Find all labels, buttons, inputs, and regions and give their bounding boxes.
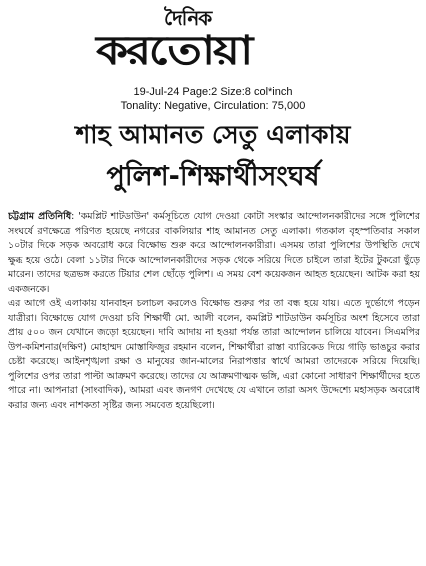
clipping-tonality-line: Tonality: Negative, Circulation: 75,000 (120, 100, 306, 112)
headline-line-2: পুলিশ-শিক্ষার্থীসংঘর্ষ (106, 161, 320, 192)
article-body (8, 210, 420, 562)
headline-line-1: শাহ আমানত সেতু এলাকায় (75, 120, 351, 149)
paragraph-1-text: : 'কমপ্লিট শাটডাউন' কর্মসূচিতে যোগ দেওয়া কোটা সংস্কার আন্দোলনকারীদের সঙ্গে পুলিশের সংঘর্ষে রণক্ষেত্রে পরিণত হয়েছে নগরের বাকলিয়ার শাহ আমানত সেতু এলাকা। গতকাল বৃহস্পতিবার সকাল ১০টার দিকে সড়ক অবরোধ করে বিক্ষোভ শুরু করে আন্দোলনকারীরা। এসময় তারা পুলিশের উপস্থিতি দেখে ক্ষুব্ধ হয়ে ওঠে। বেলা ১১টার দিকে আন্দোলনকারীদের সড়ক থেকে সরিয়ে দিতে চাইলে তারা ইটের টুকরো ছুঁড়ে মারেন। তাদের ছত্রভঙ্গ করতে টিয়ার শেল ছোঁড়ে পুলিশ। এ সময় বেশ কয়েকজন আহত হয়েছেন। আটক করা হয় একজনকে। (8, 211, 420, 295)
masthead-small-title: দৈনিক (164, 6, 212, 30)
masthead (0, 0, 426, 82)
article-paragraph-2: এর আগে ওই এলাকায় যানবাহন চলাচল করলেও বিক্ষোভ শুরুর পর তা বন্ধ হয়ে যায়। এতে দুর্ভোগে পড়েন যাত্রীরা। বিক্ষোভে যোগ দেওয়া চবি শিক্ষার্থী মো. আলী বলেন, কমপ্লিট শাটডাউন কর্মসূচির অংশ হিসেবে তারা প্রায় ৫০০ জন যেখানে জড়ো হয়েছেন। দাবি আদায় না হওয়া পর্যন্ত তারা আন্দোলন চালিয়ে যাবেন। সিএমপির উপ-কমিশনার(দক্ষিণ) মোহাম্মদ মোস্তাফিজুর রহমান বলেন, শিক্ষার্থীরা রাস্তা ব্যারিকেড দিয়ে গাড়ি ভাঙচুর করার চেষ্টা করেছে। আইনশৃঙ্খলা রক্ষা ও মানুষের জান-মালের নিরাপত্তার স্বার্থে আমরা তাদেরকে সরিয়ে দিয়েছি। পুলিশের ওপর তারা পাল্টা আক্রমণ করেছে। তাদের যে আক্রমণাত্মক ভঙ্গি, এরা কোনো সাধারণ শিক্ষার্থীদের হতে পারে না। আপনারা (সাংবাদিক), আমরা এবং জনগণ দেখেছে যে এখানে তারা অসৎ উদ্দেশ্যে মহাসড়ক অবরোধ করার জন্য এবং নাশকতা সৃষ্টির জন্য সমবেত হয়েছিলো। (8, 298, 420, 411)
dateline: চট্টগ্রাম প্রতিনিধি (8, 211, 72, 222)
article-paragraph-1 (8, 210, 420, 297)
clipping-meta-line: 19-Jul-24 Page:2 Size:8 col*inch (133, 86, 293, 98)
masthead-title: করতোয়া (96, 28, 252, 74)
